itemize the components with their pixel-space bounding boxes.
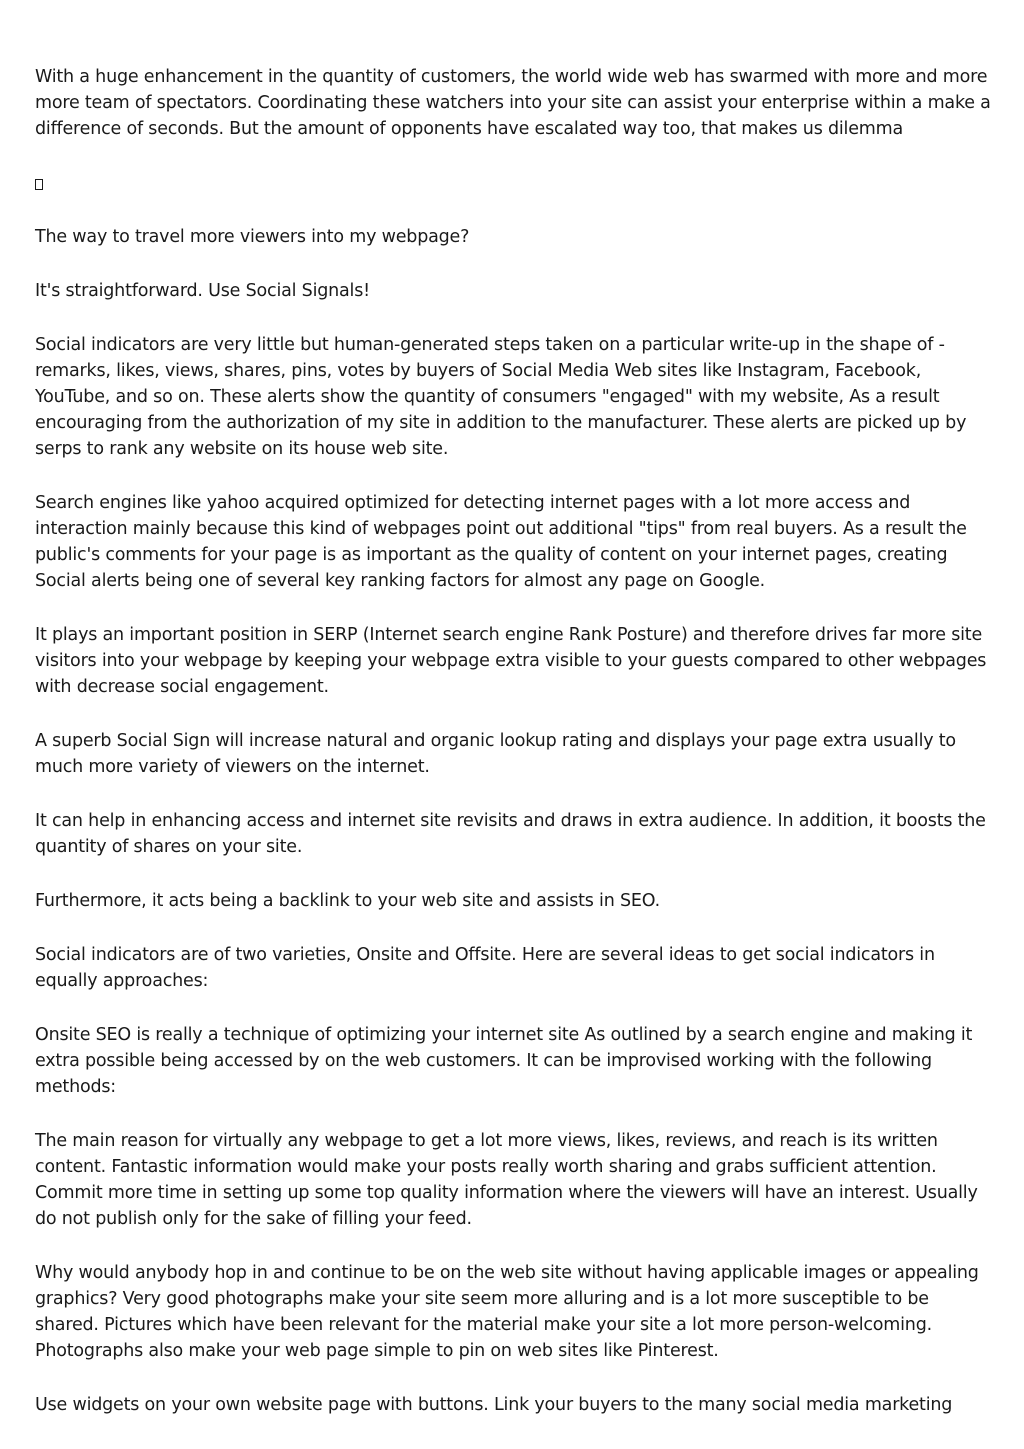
paragraph: It can help in enhancing access and internet site revisits and draws in extra audience. In addition, it boosts the quantity of shares on your site. [35,811,986,857]
paragraph: Onsite SEO is really a technique of optimizing your internet site As outlined by a search engine and making it extra possible being accessed by on the web customers. It can be improvised working with the following methods: [35,1025,973,1097]
paragraph: It's straightforward. Use Social Signals! [35,281,370,301]
paragraph: It plays an important position in SERP (Internet search engine Rank Posture) and therefore drives far more site visitors into your webpage by keeping your webpage extra visible to your guests compared to other webpages with decrease social engagement. [35,625,987,697]
paragraph: A superb Social Sign will increase natural and organic lookup rating and displays your page extra usually to much more variety of viewers on the internet. [35,731,956,777]
paragraph: The main reason for virtually any webpage to get a lot more views, likes, reviews, and reach is its written content. Fantastic information would make your posts really worth sharing and grabs sufficient attention. Commit more time in setting up some top quality information where the viewers will have an interest. Usually do not publish only for the sake of filling your feed. [35,1131,978,1229]
paragraph: The way to travel more viewers into my webpage? [35,227,470,247]
document-body [35,64,993,1446]
paragraph: Social indicators are very little but human-generated steps taken on a particular write-up in the shape of - remarks, likes, views, shares, pins, votes by buyers of Social Media Web sites like Instagram, Facebook, YouTube, and so on. These alerts show the quantity of consumers "engaged" with my website, As a result encouraging from the authorization of my site in addition to the manufacturer. These alerts are picked up by serps to rank any website on its house web site. [35,335,967,459]
paragraph: Furthermore, it acts being a backlink to your web site and assists in SEO. [35,891,660,911]
paragraph: Social indicators are of two varieties, Onsite and Offsite. Here are several ideas to get social indicators in equally approaches: [35,945,935,991]
paragraph: With a huge enhancement in the quantity of customers, the world wide web has swarmed with more and more more team of spectators. Coordinating these watchers into your site can assist your enterprise within a make a difference of seconds. But the amount of opponents have escalated way too, that makes us dilemma [35,67,991,139]
paragraph: Why would anybody hop in and continue to be on the web site without having applicable images or appealing graphics? Very good photographs make your site seem more alluring and is a lot more susceptible to be shared. Pictures which have been relevant for the material make your site a lot more person-welcoming. Photographs also make your web page simple to pin on web sites like Pinterest. [35,1263,979,1361]
paragraph: Use widgets on your own website page with buttons. Link your buyers to the many social media marketing [35,1395,953,1415]
paragraph: Search engines like yahoo acquired optimized for detecting internet pages with a lot more access and interaction mainly because this kind of webpages point out additional "tips" from real buyers. As a result the public's comments for your page is as important as the quality of content on your internet pages, creating Social alerts being one of several key ranking factors for almost any page on Google. [35,493,967,591]
missing-glyph-icon [35,179,43,190]
missing-glyph-row [35,170,993,196]
